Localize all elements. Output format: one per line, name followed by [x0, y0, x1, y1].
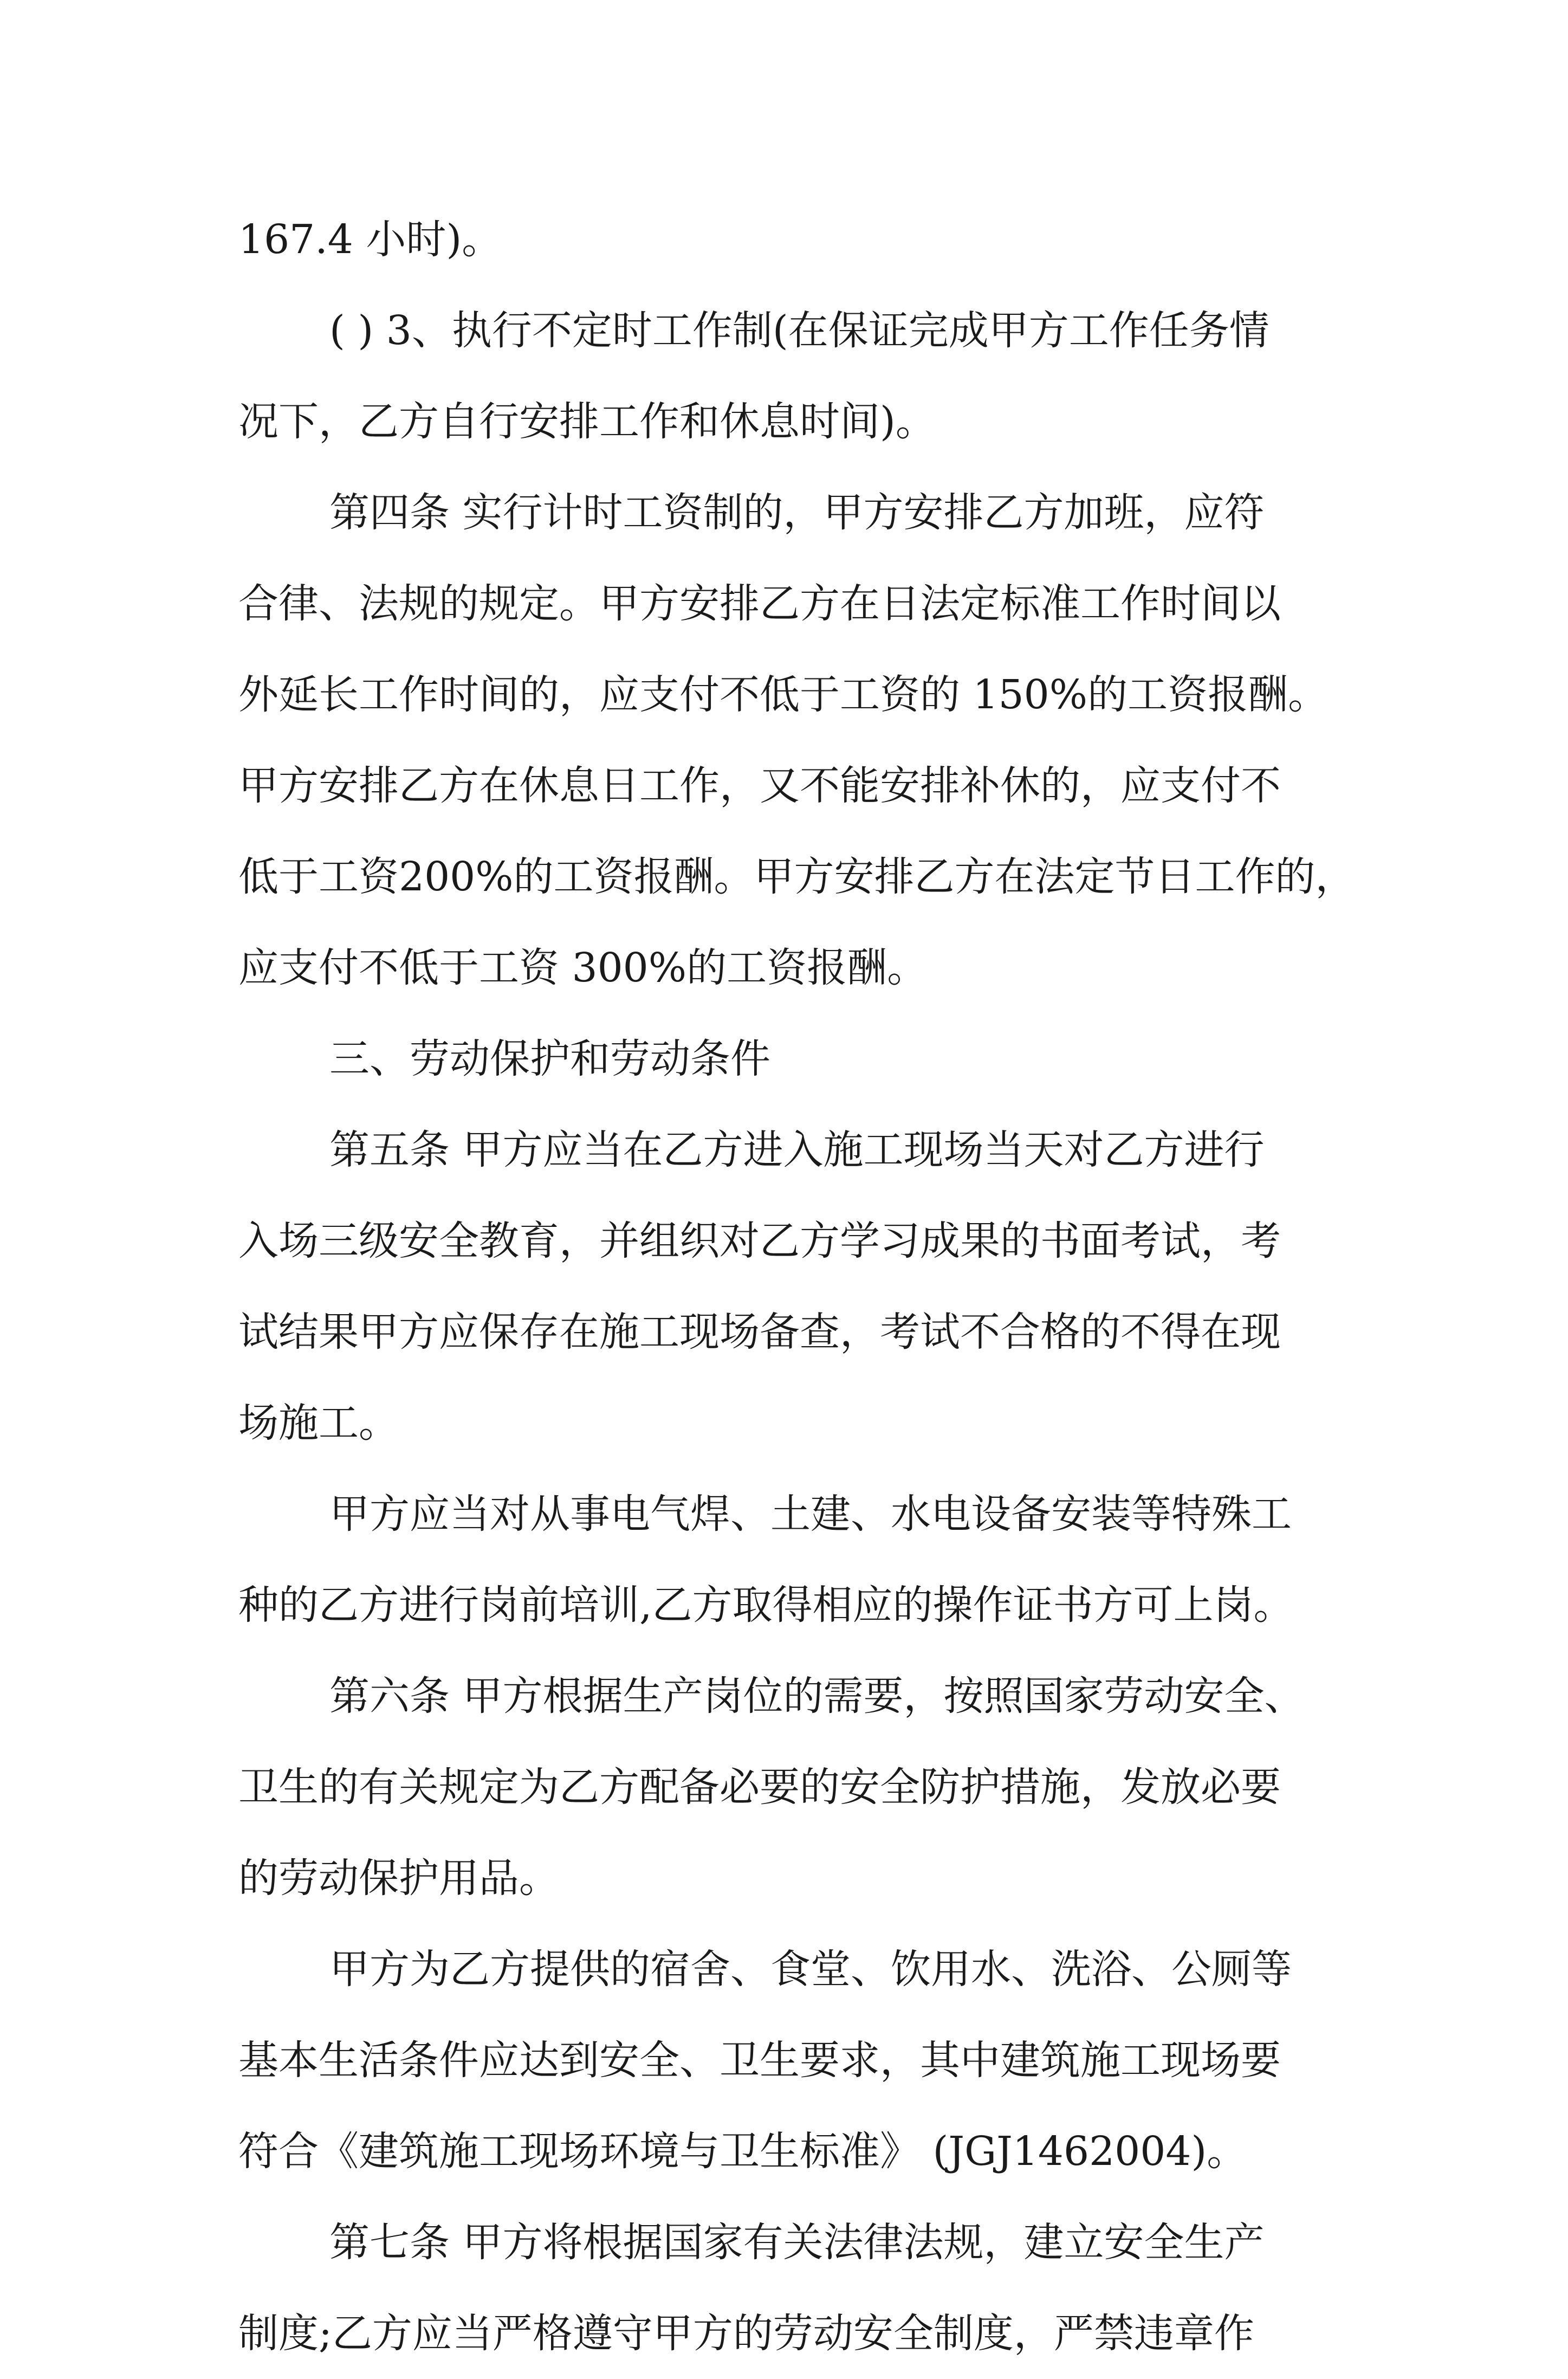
- article-6-heading-line: 第六条 甲方根据生产岗位的需要，按照国家劳动安全、: [329, 1673, 1305, 1719]
- text-line: 合律、法规的规定。甲方安排乙方在日法定标准工作时间以: [238, 580, 1281, 627]
- text-line: 外延长工作时间的，应支付不低于工资的 150%的工资报酬。: [238, 671, 1329, 718]
- text-line: 种的乙方进行岗前培训,乙方取得相应的操作证书方可上岗。: [238, 1582, 1294, 1628]
- section-heading: 三、劳动保护和劳动条件: [329, 1036, 770, 1082]
- text-line: 甲方为乙方提供的宿舍、食堂、饮用水、洗浴、公厕等: [329, 1946, 1292, 1993]
- article-7-heading-line: 第七条 甲方将根据国家有关法律法规，建立安全生产: [329, 2219, 1265, 2266]
- text-line: 场施工。: [238, 1400, 399, 1446]
- text-line: 基本生活条件应达到安全、卫生要求，其中建筑施工现场要: [238, 2037, 1281, 2084]
- text-line: 甲方安排乙方在休息日工作，又不能安排补休的，应支付不: [238, 762, 1281, 809]
- article-5-heading-line: 第五条 甲方应当在乙方进入施工现场当天对乙方进行: [329, 1127, 1265, 1173]
- text-line: 入场三级安全教育，并组织对乙方学习成果的书面考试，考: [238, 1218, 1281, 1264]
- text-line: 应支付不低于工资 300%的工资报酬。: [238, 945, 928, 991]
- document-body: [238, 194, 1356, 2379]
- text-line: 低于工资200%的工资报酬。甲方安排乙方在法定节日工作的，: [238, 854, 1356, 900]
- text-line: 的劳动保护用品。: [238, 1855, 559, 1902]
- text-line: 卫生的有关规定为乙方配备必要的安全防护措施，发放必要: [238, 1764, 1281, 1811]
- text-line: 制度;乙方应当严格遵守甲方的劳动安全制度，严禁违章作: [238, 2310, 1254, 2357]
- article-4-heading-line: 第四条 实行计时工资制的，甲方安排乙方加班，应符: [329, 489, 1265, 536]
- text-line: 试结果甲方应保存在施工现场备查，考试不合格的不得在现: [238, 1309, 1281, 1355]
- text-line: 167.4 小时)。: [238, 216, 502, 263]
- text-line: ( ) 3、执行不定时工作制(在保证完成甲方工作任务情: [329, 307, 1269, 354]
- text-line: 符合《建筑施工现场环境与卫生标准》 (JGJ1462004)。: [238, 2128, 1247, 2175]
- text-line: 况下，乙方自行安排工作和休息时间)。: [238, 398, 936, 445]
- text-line: 甲方应当对从事电气焊、土建、水电设备安装等特殊工: [329, 1491, 1292, 1537]
